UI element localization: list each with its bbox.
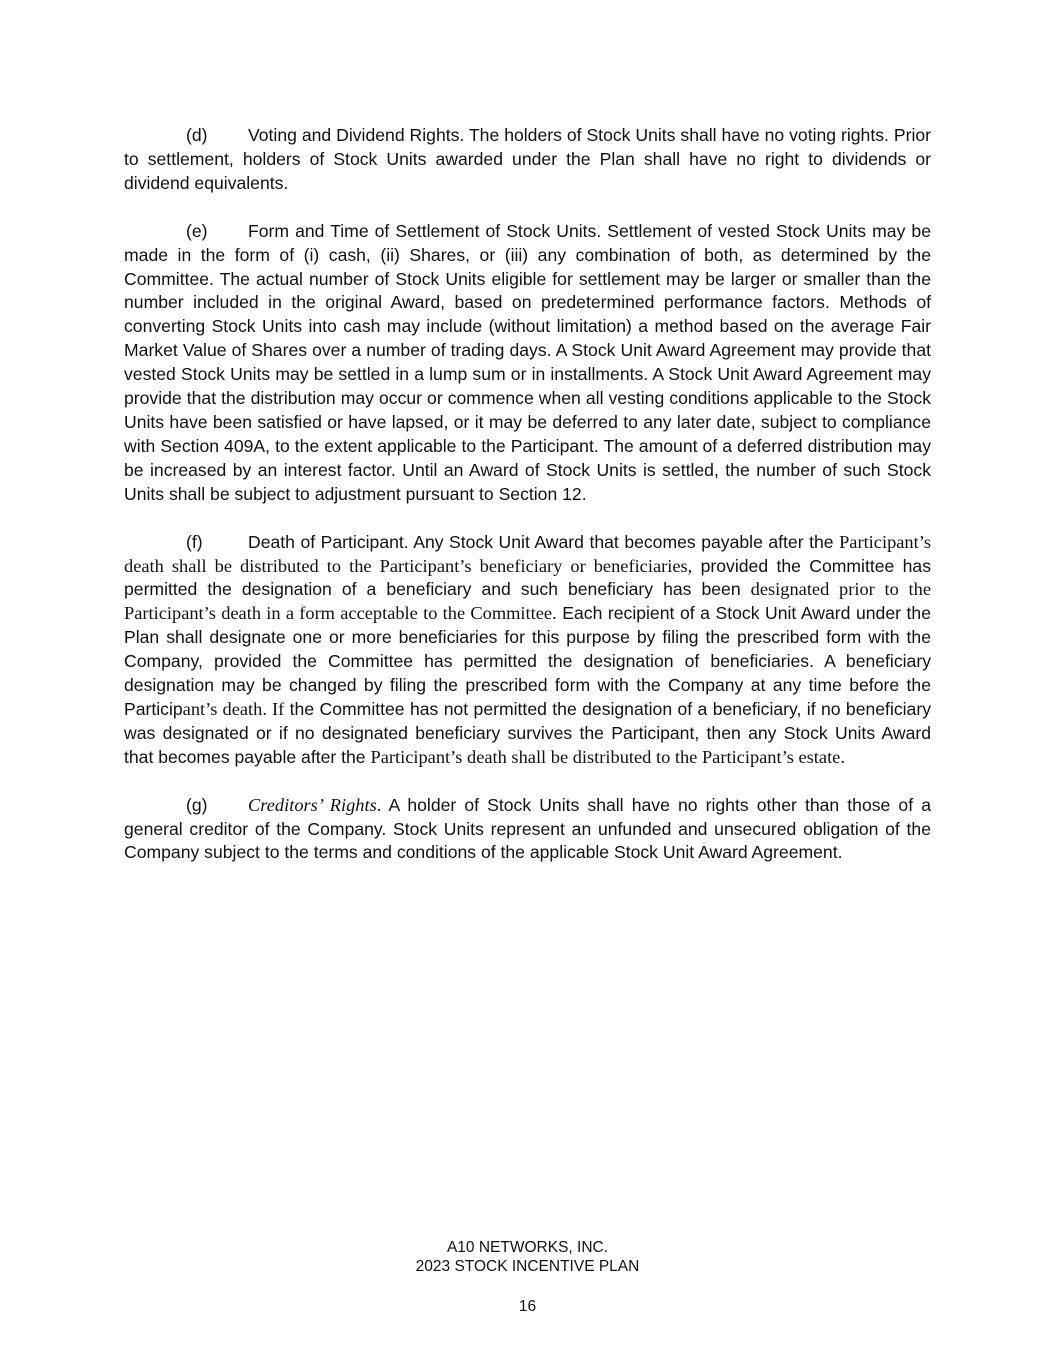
section-e-label: (e) <box>186 220 208 241</box>
section-f-body-4: designated prior to the Participant’s death in a form acceptable to the Committee. <box>124 579 931 624</box>
section-g-paragraph <box>124 794 931 866</box>
section-g-body: A holder of Stock Units shall have no rights other than those of a general creditor of the Company. Stock Units represent an unfunded and unsecured obligation of the Company subject to the terms and conditions of the applicable Stock Unit Award Agreement. <box>124 794 931 863</box>
section-f-body-5: Each recipient of a Stock Unit Award under the Plan shall designate one or more beneficiaries for this purpose by filing the prescribed form with the Company, provided the Committee has permitted the designation of beneficiaries. A beneficiary designation may be changed by filing the prescribed form with the Company at any time before the Particip <box>124 603 931 719</box>
section-g-label: (g) <box>186 794 208 815</box>
section-e-title: Form and Time of Settlement of Stock Units. <box>248 220 602 241</box>
section-d-label: (d) <box>186 125 208 145</box>
section-d-paragraph <box>124 124 931 196</box>
page-footer <box>0 1238 1055 1276</box>
footer-plan-name: 2023 STOCK INCENTIVE PLAN <box>415 1258 640 1275</box>
section-e-body: Settlement of vested Stock Units may be made in the form of (i) cash, (ii) Shares, or (iii) any combination of both, as determined by the Committee. The actual number of Stock Units eligible for settlement may be larger or smaller than the number included in the original Award, based on predetermined performance factors. Methods of converting Stock Units into cash may include (without limitation) a method based on the average Fair Market Value of Shares over a number of trading days. A Stock Unit Award Agreement may provide that vested Stock Units may be settled in a lump sum or in installments. A Stock Unit Award Agreement may provide that the distribution may occur or commence when all vesting conditions applicable to the Stock Units have been satisfied or have lapsed, or it may be deferred to any later date, subject to compliance with Section 409A, to the extent applicable to the Participant. The amount of a deferred distribution may be increased by an interest factor. Until an Award of Stock Units is settled, the number of such Stock Units shall be subject to adjustment pursuant to Section 12. <box>124 220 931 504</box>
section-f-paragraph <box>124 531 931 770</box>
section-f-body-6: ant’s death. If <box>182 698 285 719</box>
section-f-body-8: Participant’s death shall be distributed to the Participant’s estate. <box>370 746 845 767</box>
section-f-label: (f) <box>186 531 203 552</box>
document-body <box>124 124 931 889</box>
section-f-title: Death of Participant. <box>248 531 409 552</box>
footer-company-name: A10 NETWORKS, INC. <box>446 1239 609 1256</box>
section-f-body-7: the Committee has not permitted the designation of a beneficiary, if no beneficiary was designated or if no designated beneficiary survives the Participant, then any Stock Units Award that becomes payable after the <box>124 698 932 767</box>
section-e-paragraph <box>124 220 931 507</box>
section-f-body-2: Participant’s death shall be distributed to the Participant’s beneficiary or beneficiaries, <box>124 531 931 576</box>
page-number: 16 <box>518 1298 537 1315</box>
section-d-body: The holders of Stock Units shall have no voting rights. Prior to settlement, holders of Stock Units awarded under the Plan shall have no right to dividends or dividend equivalents. <box>124 125 932 193</box>
section-g-title: Creditors’ Rights <box>248 794 377 815</box>
section-g-title-end: . <box>376 794 382 815</box>
section-f-body-3: provided the Committee has permitted the designation of a beneficiary and such beneficiary has been <box>124 555 932 600</box>
section-d-title: Voting and Dividend Rights. <box>248 125 465 145</box>
section-f-body-1: Any Stock Unit Award that becomes payable after the <box>408 531 840 552</box>
